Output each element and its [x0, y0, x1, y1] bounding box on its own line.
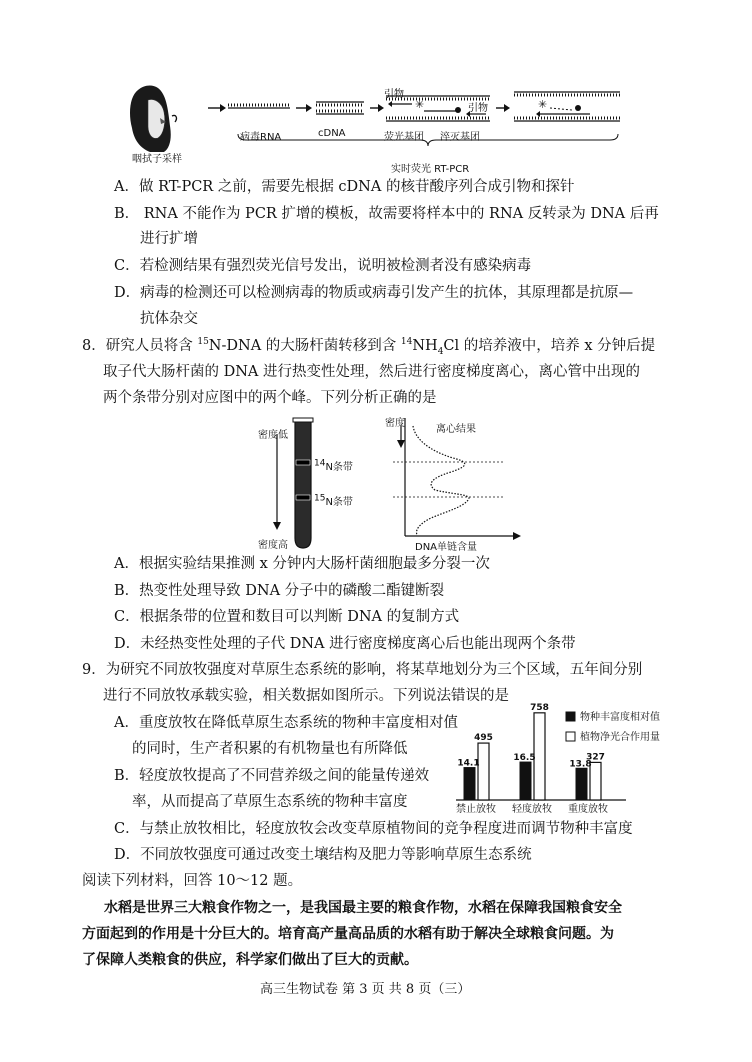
- q9-option-b-cont: 率，从而提高了草原生态系统的物种丰富度: [132, 794, 408, 810]
- bar-richness-0: [464, 768, 475, 800]
- q8-stem-line3: 两个条带分别对应图中的两个峰。下列分析正确的是: [103, 390, 437, 406]
- q8-stem-line2: 取子代大肠杆菌的 DNA 进行热变性处理，然后进行密度梯度离心，离心管中出现的: [103, 364, 640, 380]
- fig2-xaxis-label: DNA单链含量: [415, 542, 478, 553]
- q8-option-d: D．未经热变性处理的子代 DNA 进行密度梯度离心后也能出现两个条带: [114, 636, 576, 652]
- bar-label-richness-1: 16.5: [513, 753, 536, 764]
- legend-label-1: 植物净光合作用量: [580, 732, 660, 743]
- q9-option-a-cont: 的同时，生产者积累的有机物量也有所降低: [132, 741, 408, 757]
- fig2-low-label: 密度低: [258, 430, 288, 441]
- q9-option-d: D．不同放牧强度可通过改变土壤结构及肥力等影响草原生态系统: [114, 847, 532, 863]
- bar-richness-2: [576, 768, 587, 800]
- person-icon: [130, 86, 176, 152]
- fig2-result-title: 离心结果: [436, 424, 476, 435]
- legend-label-0: 物种丰富度相对值: [580, 712, 660, 723]
- q7-option-a: A．做 RT-PCR 之前，需要先根据 cDNA 的核苷酸序列合成引物和探针: [114, 179, 575, 195]
- bar-richness-1: [520, 762, 531, 800]
- fig1-swab-label: 咽拭子采样: [132, 154, 182, 165]
- category-label-0: 禁止放牧: [456, 804, 496, 815]
- fig1-cdna-label: cDNA: [318, 128, 346, 139]
- fig2-high-label: 密度高: [258, 540, 288, 551]
- reading-intro: 阅读下列材料，回答 10～12 题。: [82, 873, 303, 889]
- legend-swatch-0: [566, 712, 575, 721]
- bar-label-photosynthesis-0: 495: [474, 733, 493, 744]
- legend-swatch-1: [566, 732, 575, 741]
- category-label-1: 轻度放牧: [512, 804, 552, 815]
- fig2-band15-label: 15N条带: [314, 493, 353, 508]
- bar-label-richness-2: 13.8: [569, 759, 592, 770]
- fig1-virus-rna-label: 病毒RNA: [240, 132, 282, 143]
- centrifuge-figure: [255, 414, 525, 554]
- fig1-primer1-label: 引物: [384, 89, 404, 100]
- bar-photosynthesis-1: [534, 713, 545, 800]
- svg-text:✳: ✳: [538, 98, 548, 111]
- q8-stem-line1: 8．研究人员将含 $^{15}$N-DNA 的大肠杆菌转移到含 $^{14}NH_4Cl$ 的培养液中，培养 x 分钟后提: [82, 337, 656, 357]
- fig1-primer2-label: 引物: [468, 103, 488, 114]
- fig2-density-label: 密度: [385, 418, 405, 429]
- q7-option-d-cont: 抗体杂交: [140, 311, 198, 327]
- q9-option-c: C．与禁止放牧相比，轻度放牧会改变草原植物间的竞争程度进而调节物种丰富度: [114, 821, 633, 837]
- q9-option-b: B．轻度放牧提高了不同营养级之间的能量传递效: [114, 768, 430, 784]
- category-label-2: 重度放牧: [568, 804, 608, 815]
- bar-photosynthesis-2: [590, 762, 601, 800]
- fig2-band14-label: 14N条带: [314, 458, 353, 473]
- centrifuge-tube: [293, 418, 313, 548]
- cleavage-panel: [514, 92, 620, 121]
- page-footer: 高三生物试卷 第 3 页 共 8 页（三）: [260, 982, 471, 997]
- reading-para-line2: 方面起到的作用是十分巨大的。培育高产量高品质的水稻有助于解决全球粮食问题。为: [82, 926, 614, 942]
- q7-option-b: B． RNA 不能作为 PCR 扩增的模板，故需要将样本中的 RNA 反转录为 DNA 后再: [114, 206, 659, 222]
- cdna-strand: [316, 102, 364, 114]
- q9-stem-line1: 9．为研究不同放牧强度对草原生态系统的影响，将某草地划分为三个区域，五年间分别: [82, 662, 643, 678]
- fig1-fluor-label: 荧光基团: [384, 132, 424, 143]
- q8-option-b: B．热变性处理导致 DNA 分子中的磷酸二酯键断裂: [114, 583, 445, 599]
- fig1-quench-label: 淬灭基团: [440, 132, 480, 143]
- fig1-rtpcr-label: 实时荧光 RT-PCR: [391, 164, 470, 175]
- bar-label-photosynthesis-1: 758: [530, 702, 549, 713]
- bar-label-richness-0: 14.1: [457, 758, 480, 769]
- reading-para-line3: 了保障人类粮食的供应，科学家们做出了巨大的贡献。: [82, 952, 418, 968]
- reading-para-line1: 水稻是世界三大粮食作物之一，是我国最主要的粮食作物，水稻在保障我国粮食安全: [104, 900, 622, 916]
- q7-option-b-cont: 进行扩增: [140, 231, 198, 247]
- svg-text:✳: ✳: [415, 98, 425, 111]
- q9-option-a: A．重度放牧在降低草原生态系统的物种丰富度相对值: [114, 715, 458, 731]
- density-curve: [393, 418, 521, 540]
- rt-pcr-figure: [120, 78, 640, 178]
- bar-photosynthesis-0: [478, 743, 489, 800]
- grazing-bar-chart: [456, 700, 706, 818]
- q8-option-a: A．根据实验结果推测 x 分钟内大肠杆菌细胞最多分裂一次: [114, 556, 490, 572]
- bar-label-photosynthesis-2: 327: [586, 752, 605, 763]
- q9-stem-line2: 进行不同放牧承载实验，相关数据如图所示。下列说法错误的是: [103, 688, 509, 704]
- q7-option-d: D．病毒的检测还可以检测病毒的物质或病毒引发产生的抗体，其原理都是抗原—: [114, 285, 634, 301]
- virus-rna-strand: [228, 105, 290, 108]
- q7-option-c: C．若检测结果有强烈荧光信号发出，说明被检测者没有感染病毒: [114, 258, 532, 274]
- q8-option-c: C．根据条带的位置和数目可以判断 DNA 的复制方式: [114, 609, 460, 625]
